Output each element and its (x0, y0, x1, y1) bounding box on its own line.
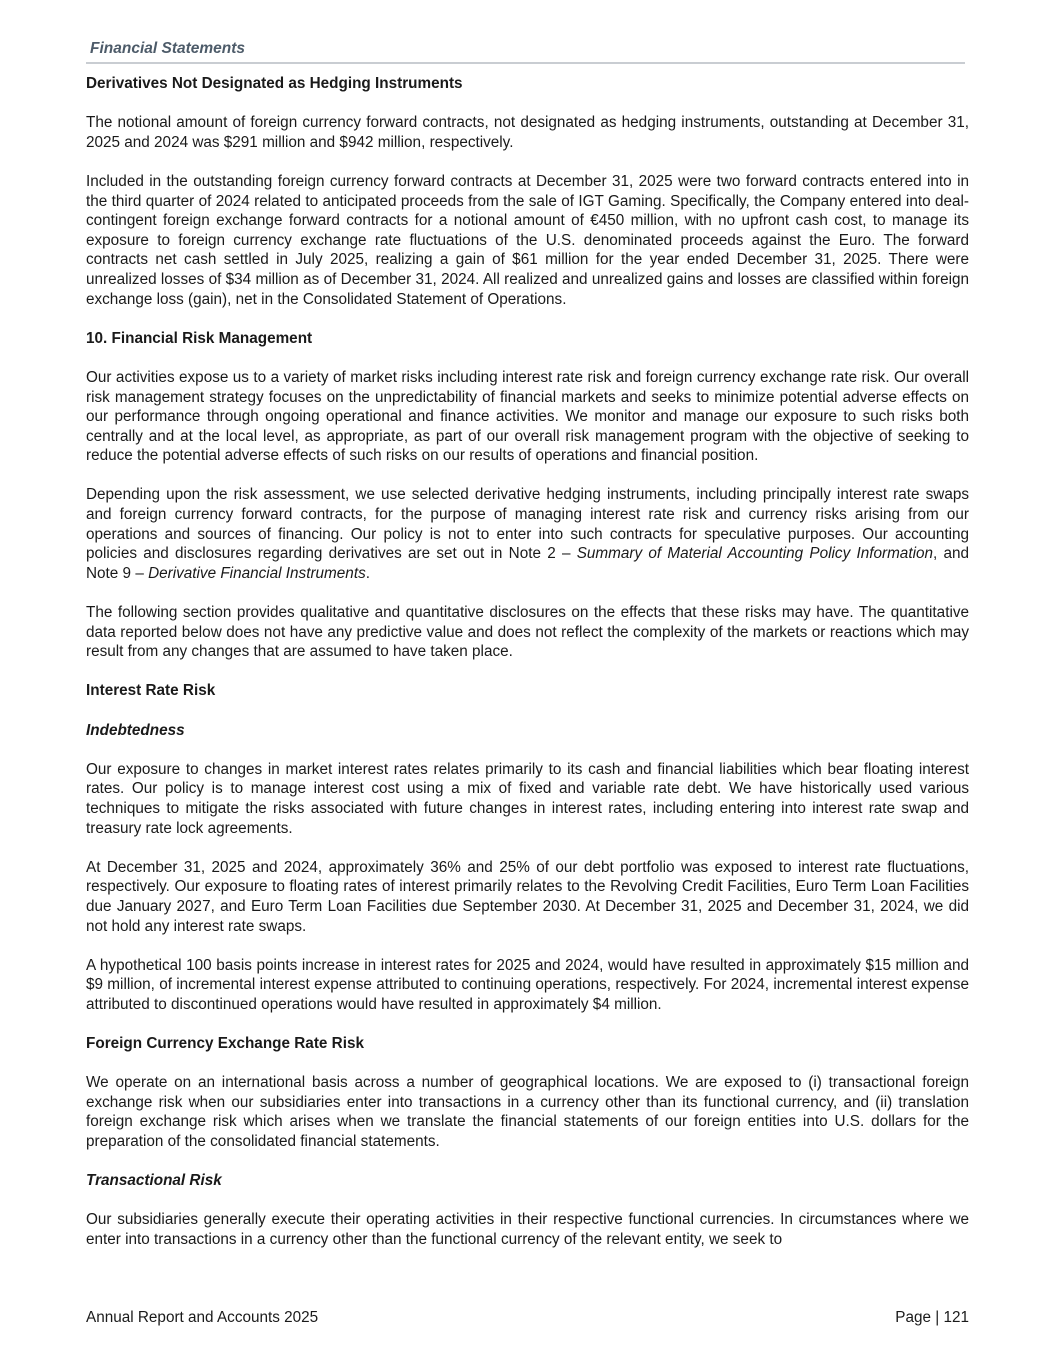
paragraph: Included in the outstanding foreign currency forward contracts at December 31, 2025 were two forward contracts entered into in the third quarter of 2024 related to anticipated proceeds from the sale of IGT Gaming. Specifically, the Company entered into deal-contingent foreign exchange forward contracts for a notional amount of €450 million, with no upfront cash cost, to manage its exposure to foreign currency exchange rate fluctuations of the U.S. denominated proceeds against the Euro. The forward contracts net cash settled in July 2025, realizing a gain of $61 million for the year ended December 31, 2025. There were unrealized losses of $34 million as of December 31, 2024. All realized and unrealized gains and losses are classified within foreign exchange loss (gain), net in the Consolidated Statement of Operations. (86, 172, 969, 308)
header-divider (86, 62, 965, 64)
section-heading: Interest Rate Risk (86, 682, 216, 700)
subsection-heading: Transactional Risk (86, 1172, 222, 1190)
paragraph: At December 31, 2025 and 2024, approximately 36% and 25% of our debt portfolio was exposed to interest rate fluctuations, respectively. Our exposure to floating rates of interest primarily relates to the Revolving Credit Facilities, Euro Term Loan Facilities due January 2027, and Euro Term Loan Facilities due September 2030. At December 31, 2025 and December 31, 2024, we did not hold any interest rate swaps. (86, 858, 969, 935)
paragraph: A hypothetical 100 basis points increase in interest rates for 2025 and 2024, would have resulted in approximately $15 million and $9 million, of incremental interest expense attributed to continuing operations, respectively. For 2024, incremental interest expense attributed to discontinued operations would have resulted in approximately $4 million. (86, 956, 969, 1013)
note-reference: Summary of Material Accounting Policy Information (576, 545, 933, 563)
page-number: Page | 121 (895, 1309, 969, 1326)
section-heading: Derivatives Not Designated as Hedging Instruments (86, 75, 463, 92)
paragraph: The following section provides qualitative and quantitative disclosures on the effects that these risks may have. The quantitative data reported below does not have any predictive value and does not reflect the complexity of the markets or reactions which may result from any changes that are assumed to have taken place. (86, 604, 969, 661)
paragraph: Our activities expose us to a variety of market risks including interest rate risk and foreign currency exchange rate risk. Our overall risk management strategy focuses on the unpredictability of financial markets and seeks to minimize potential adverse effects on our performance through ongoing operational and finance activities. We monitor and manage our exposure to such risks both centrally and at the local level, as appropriate, as part of our overall risk management program with the objective of seeking to reduce the potential adverse effects of such risks on our results of operations and financial position. (86, 368, 969, 465)
text: Depending upon the risk assessment, we use selected derivative hedging instruments, including principally interest rate swaps and foreign currency forward contracts, for the purpose of managing interest rate risk and currency risks arising from our operations and sources of financing. Our policy is not to enter into such contracts for speculative purposes. Our accounting policies and disclosures regarding derivatives are set out in Note 2 – (86, 486, 969, 563)
section-heading: Foreign Currency Exchange Rate Risk (86, 1035, 364, 1053)
footer-report-title: Annual Report and Accounts 2025 (86, 1309, 319, 1326)
paragraph: We operate on an international basis across a number of geographical locations. We are exposed to (i) transactional foreign exchange risk when our subsidiaries enter into transactions in a currency other than its functional currency, and (ii) translation foreign exchange risk which arises when we translate the financial statements of our foreign entities into U.S. dollars for the preparation of the consolidated financial statements. (86, 1074, 969, 1151)
paragraph: Our exposure to changes in market interest rates relates primarily to its cash and financial liabilities which bear floating interest rates. Our policy is to manage interest cost using a mix of fixed and variable rate debt. We have historically used various techniques to mitigate the risks associated with future changes in interest rates, including entering into interest rate swap and treasury rate lock agreements. (86, 760, 969, 837)
paragraph: The notional amount of foreign currency forward contracts, not designated as hedging instruments, outstanding at December 31, 2025 and 2024 was $291 million and $942 million, respectively. (86, 114, 969, 151)
text: , and Note 9 – (86, 545, 969, 582)
subsection-heading: Indebtedness (86, 721, 185, 739)
text: . (365, 564, 370, 582)
paragraph (86, 485, 969, 583)
note-reference: Derivative Financial Instruments (148, 564, 366, 582)
page-footer (86, 1309, 969, 1327)
running-header: Financial Statements (90, 40, 246, 57)
paragraph: Our subsidiaries generally execute their operating activities in their respective functional currencies. In circumstances where we enter into transactions in a currency other than the functional currency of the relevant entity, we seek to (86, 1211, 969, 1249)
section-heading: 10. Financial Risk Management (86, 329, 313, 347)
document-body (86, 74, 969, 1269)
